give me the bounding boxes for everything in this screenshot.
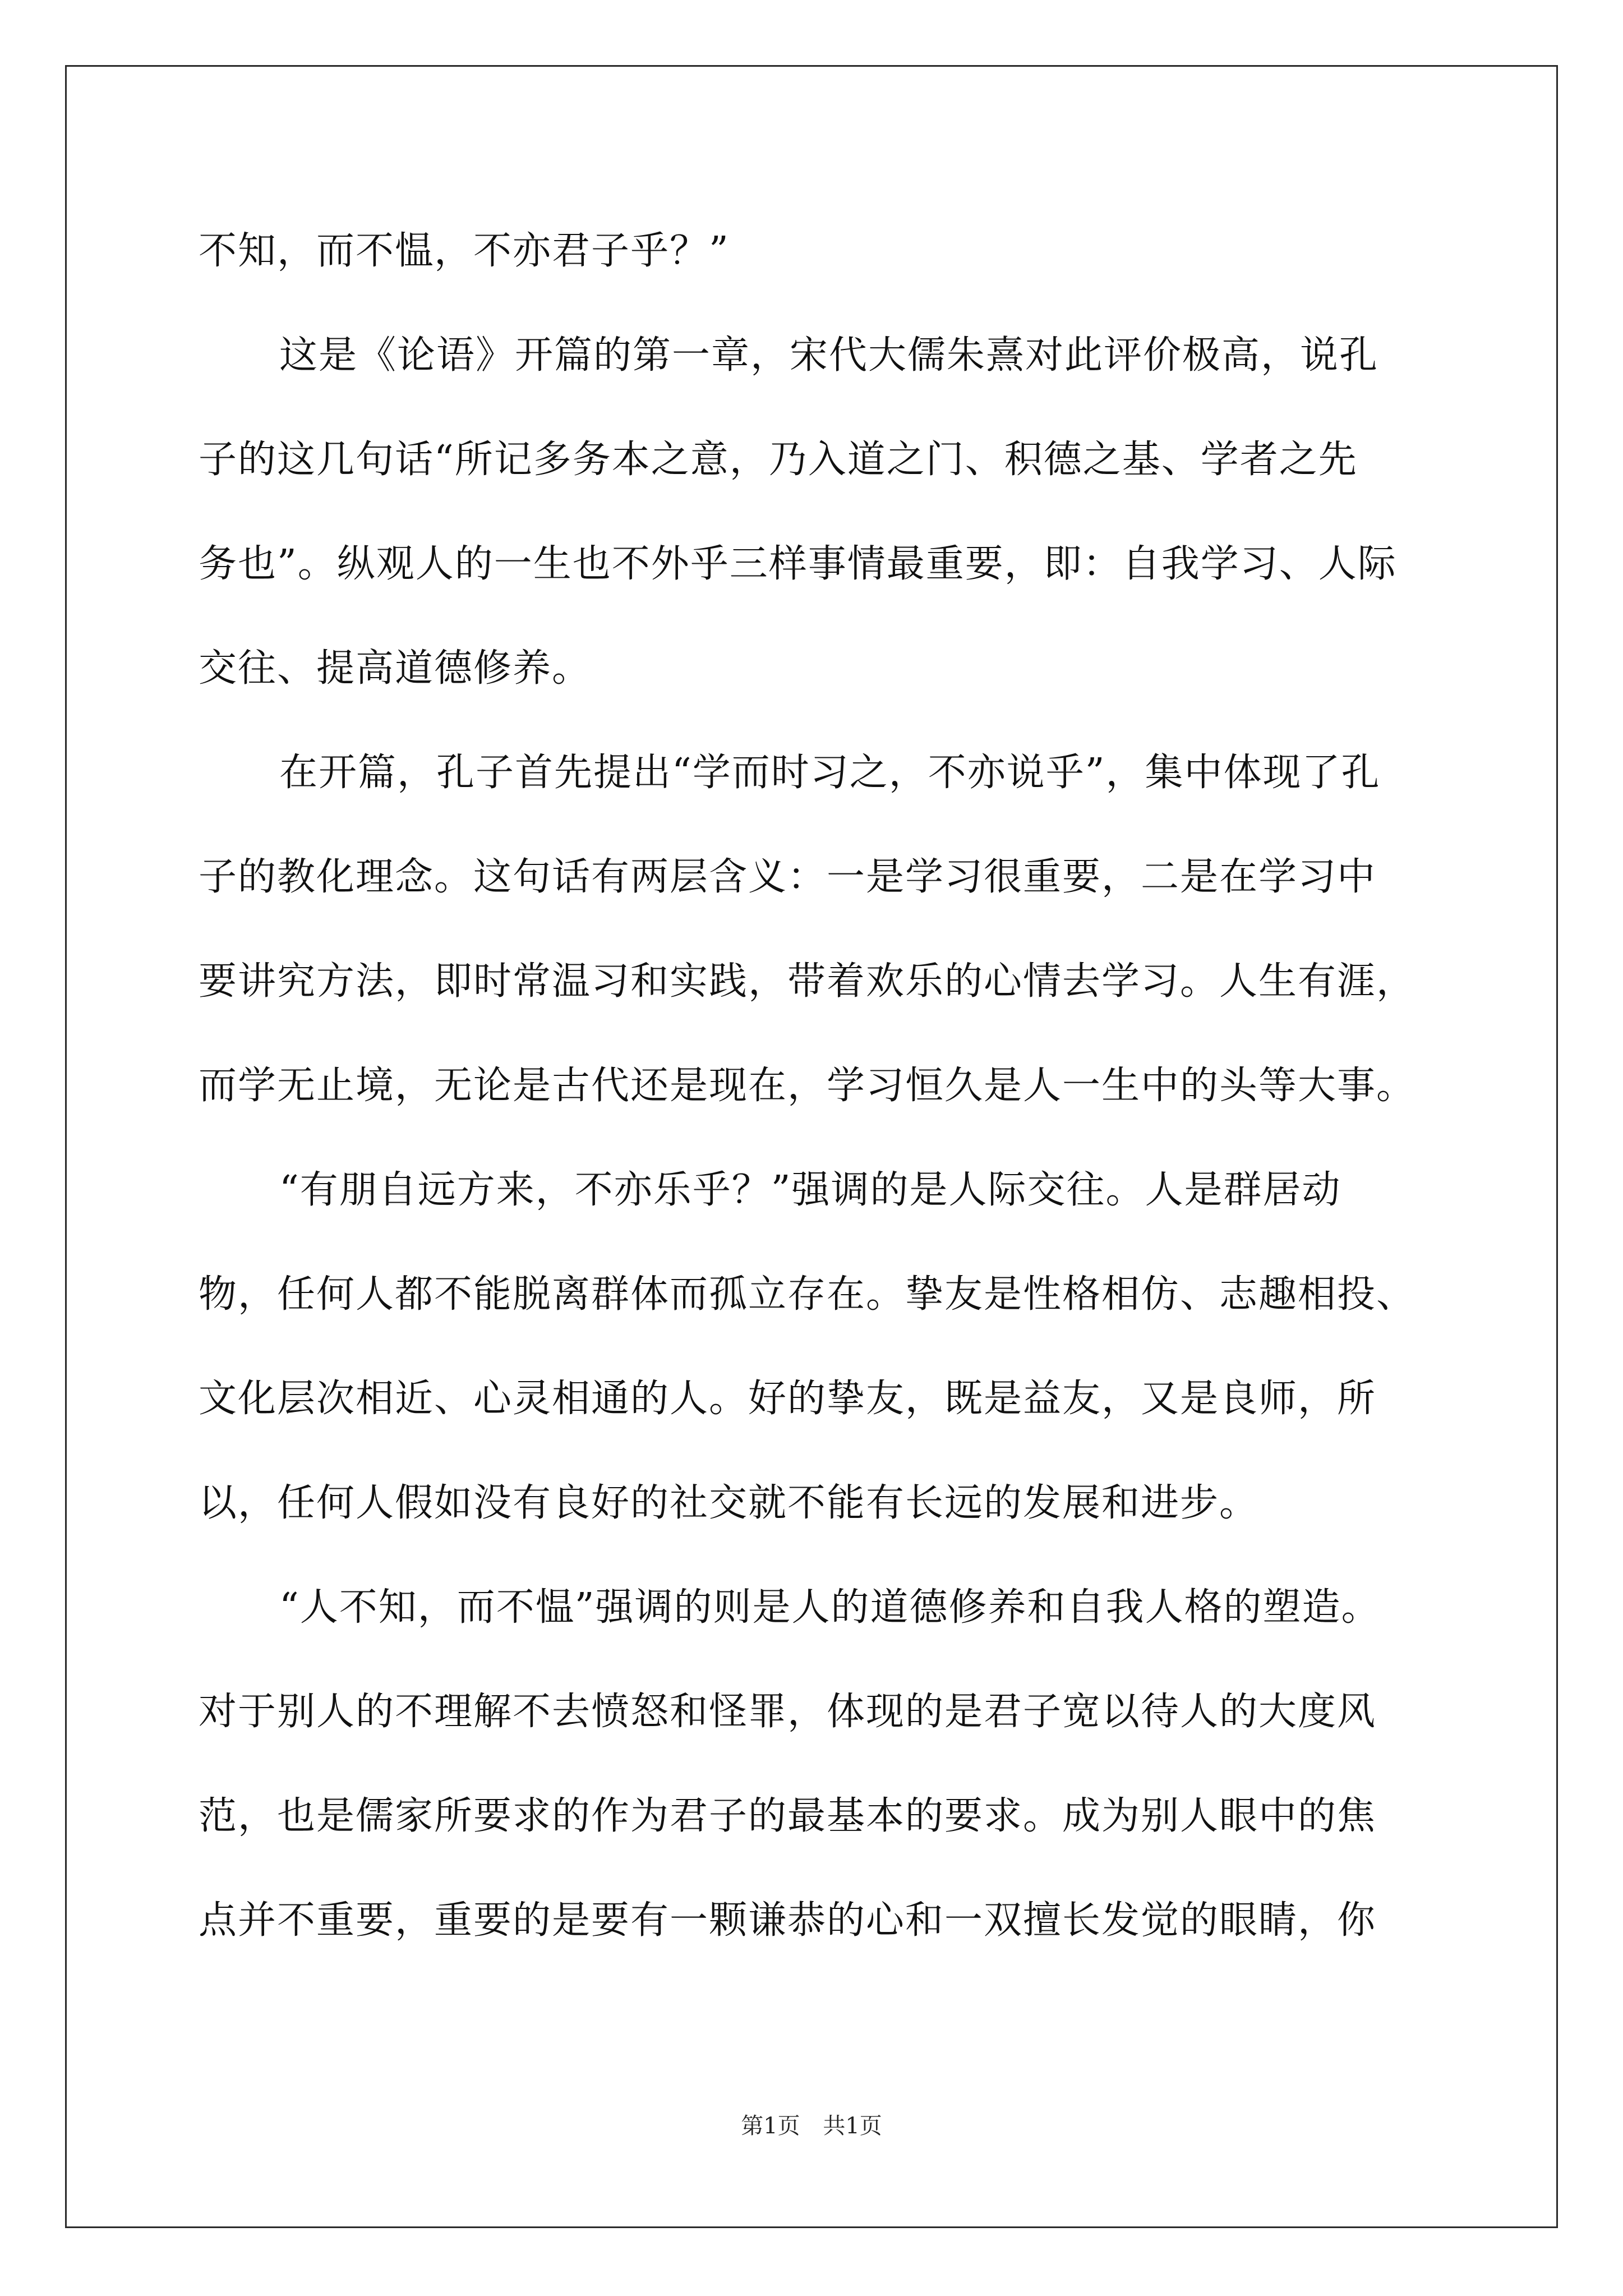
text-line: 子的这几句话“所记多务本之意，乃入道之门、积德之基、学者之先 xyxy=(199,438,1358,482)
text-line: 对于别人的不理解不去愤怒和怪罪，体现的是君子宽以待人的大度风 xyxy=(199,1690,1377,1734)
paragraph-first-line: 在开篇，孔子首先提出“学而时习之，不亦说乎”，集中体现了孔 xyxy=(279,751,1381,795)
page-number: 第1页 xyxy=(741,2113,800,2139)
paragraph-first-line: “有朋自远方来，不亦乐乎？”强调的是人际交往。人是群居动 xyxy=(279,1168,1341,1212)
paragraph-first-line: “人不知，而不愠”强调的则是人的道德修养和自我人格的塑造。 xyxy=(279,1585,1381,1630)
text-line: 而学无止境，无论是古代还是现在，学习恒久是人一生中的头等大事。 xyxy=(199,1064,1416,1108)
text-line: 子的教化理念。这句话有两层含义：一是学习很重要，二是在学习中 xyxy=(199,855,1377,899)
page-footer xyxy=(0,2108,1623,2140)
text-line: 以，任何人假如没有良好的社交就不能有长远的发展和进步。 xyxy=(199,1481,1259,1525)
text-line: 不知，而不愠，不亦君子乎？” xyxy=(199,229,730,273)
text-line: 交往、提高道德修养。 xyxy=(199,646,592,691)
text-line: 要讲究方法，即时常温习和实践，带着欢乐的心情去学习。人生有涯， xyxy=(199,959,1416,1004)
paragraph-first-line: 这是《论语》开篇的第一章，宋代大儒朱熹对此评价极高，说孔 xyxy=(279,333,1379,378)
text-line: 物，任何人都不能脱离群体而孤立存在。挚友是性格相仿、志趣相投、 xyxy=(199,1272,1416,1317)
document-body xyxy=(199,199,1427,1973)
text-line: 范，也是儒家所要求的作为君子的最基本的要求。成为别人眼中的焦 xyxy=(199,1794,1377,1838)
text-line: 文化层次相近、心灵相通的人。好的挚友，既是益友，又是良师，所 xyxy=(199,1377,1377,1421)
page-total: 共1页 xyxy=(823,2113,882,2139)
text-line: 点并不重要，重要的是要有一颗谦恭的心和一双擅长发觉的眼睛，你 xyxy=(199,1898,1377,1943)
text-line: 务也”。纵观人的一生也不外乎三样事情最重要，即：自我学习、人际 xyxy=(199,542,1397,586)
